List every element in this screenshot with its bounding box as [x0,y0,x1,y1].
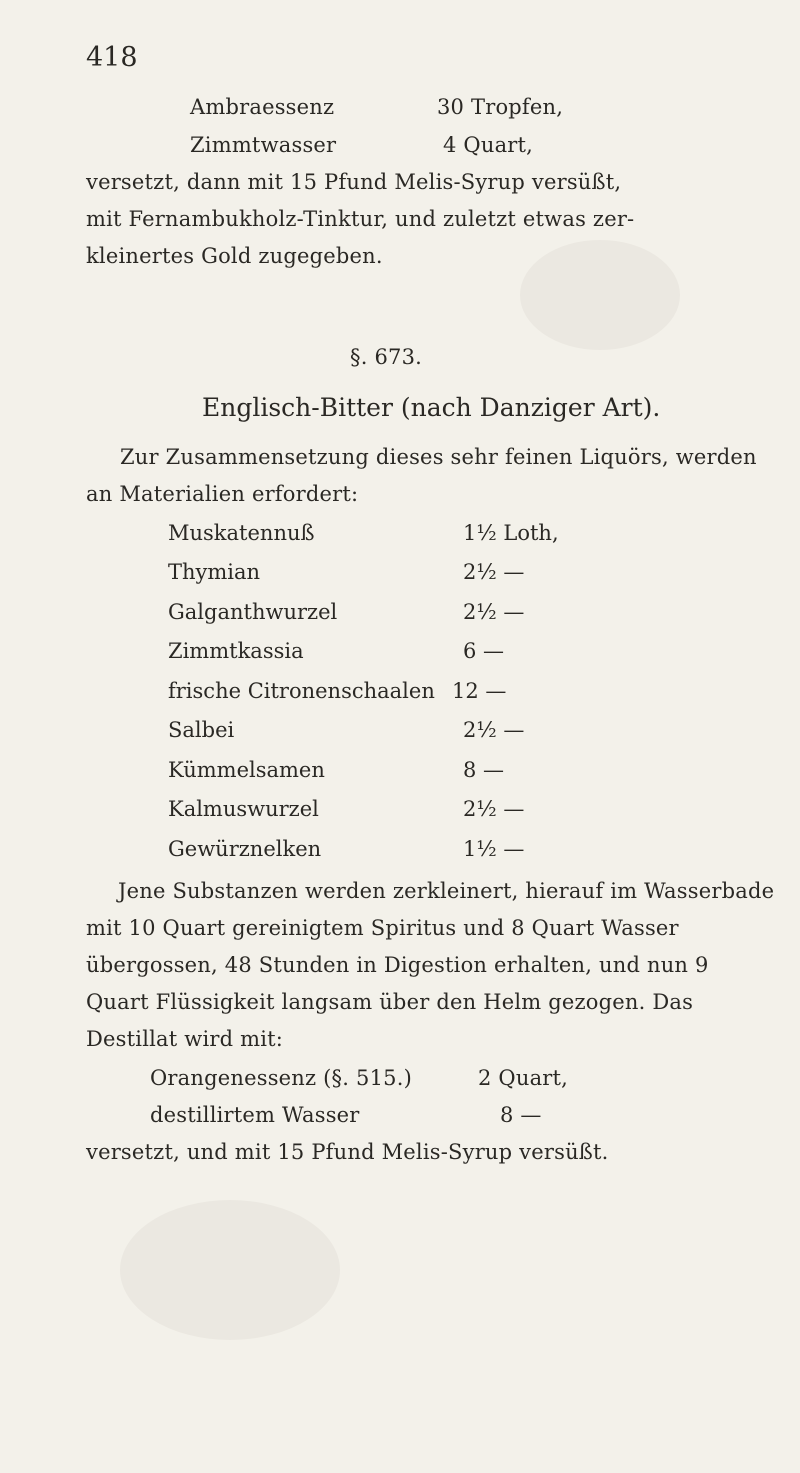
ingredient-name: Galganthwurzel [168,600,338,624]
ingredient-amount: 12 — [452,679,507,703]
ingredient-amount: 2½ — [463,560,525,584]
top-text-line: kleinertes Gold zugegeben. [86,244,383,268]
ingredient-amount: 8 — [463,758,505,782]
top-ingredient-name: Ambraessenz [190,95,335,119]
addition-amount: 2 Quart, [478,1066,569,1090]
paper-stain [120,1200,340,1340]
addition-amount: 8 — [500,1103,542,1127]
ingredient-name: frische Citronenschaalen [168,679,435,703]
ingredient-name: Kalmuswurzel [168,797,319,821]
body-line: mit 10 Quart gereinigtem Spiritus und 8 Quart Wasser [86,916,679,940]
ingredient-amount: 2½ — [463,797,525,821]
ingredient-name: Kümmelsamen [168,758,325,782]
top-text-line: mit Fernambukholz-Tinktur, und zuletzt etwas zer- [86,207,635,231]
ingredient-name: Gewürznelken [168,837,322,861]
intro-line: Zur Zusammensetzung dieses sehr feinen Liquörs, werden [120,445,757,469]
closing-line: versetzt, und mit 15 Pfund Melis-Syrup versüßt. [86,1140,609,1164]
intro-line: an Materialien erfordert: [86,482,359,506]
section-number: §. 673. [350,345,423,369]
top-ingredient-amount: 30 Tropfen, [437,95,564,119]
page-number: 418 [86,42,138,73]
top-text-line: versetzt, dann mit 15 Pfund Melis-Syrup versüßt, [86,170,622,194]
ingredient-amount: 1½ Loth, [463,521,559,545]
addition-name: destillirtem Wasser [150,1103,360,1127]
section-title: Englisch-Bitter (nach Danziger Art). [202,393,661,422]
top-ingredient-name: Zimmtwasser [190,133,337,157]
body-line: Quart Flüssigkeit langsam über den Helm gezogen. Das [86,990,694,1014]
ingredient-amount: 2½ — [463,718,525,742]
ingredient-amount: 2½ — [463,600,525,624]
ingredient-name: Zimmtkassia [168,639,304,663]
ingredient-name: Salbei [168,718,235,742]
top-ingredient-amount: 4 Quart, [443,133,534,157]
ingredient-name: Muskatennuß [168,521,315,545]
body-line: Jene Substanzen werden zerkleinert, hierauf im Wasserbade [118,879,775,903]
body-line: übergossen, 48 Stunden in Digestion erhalten, und nun 9 [86,953,709,977]
ingredient-name: Thymian [168,560,261,584]
addition-name: Orangenessenz (§. 515.) [150,1066,412,1090]
ingredient-amount: 6 — [463,639,505,663]
paper-stain [520,240,680,350]
ingredient-amount: 1½ — [463,837,525,861]
body-line: Destillat wird mit: [86,1027,284,1051]
